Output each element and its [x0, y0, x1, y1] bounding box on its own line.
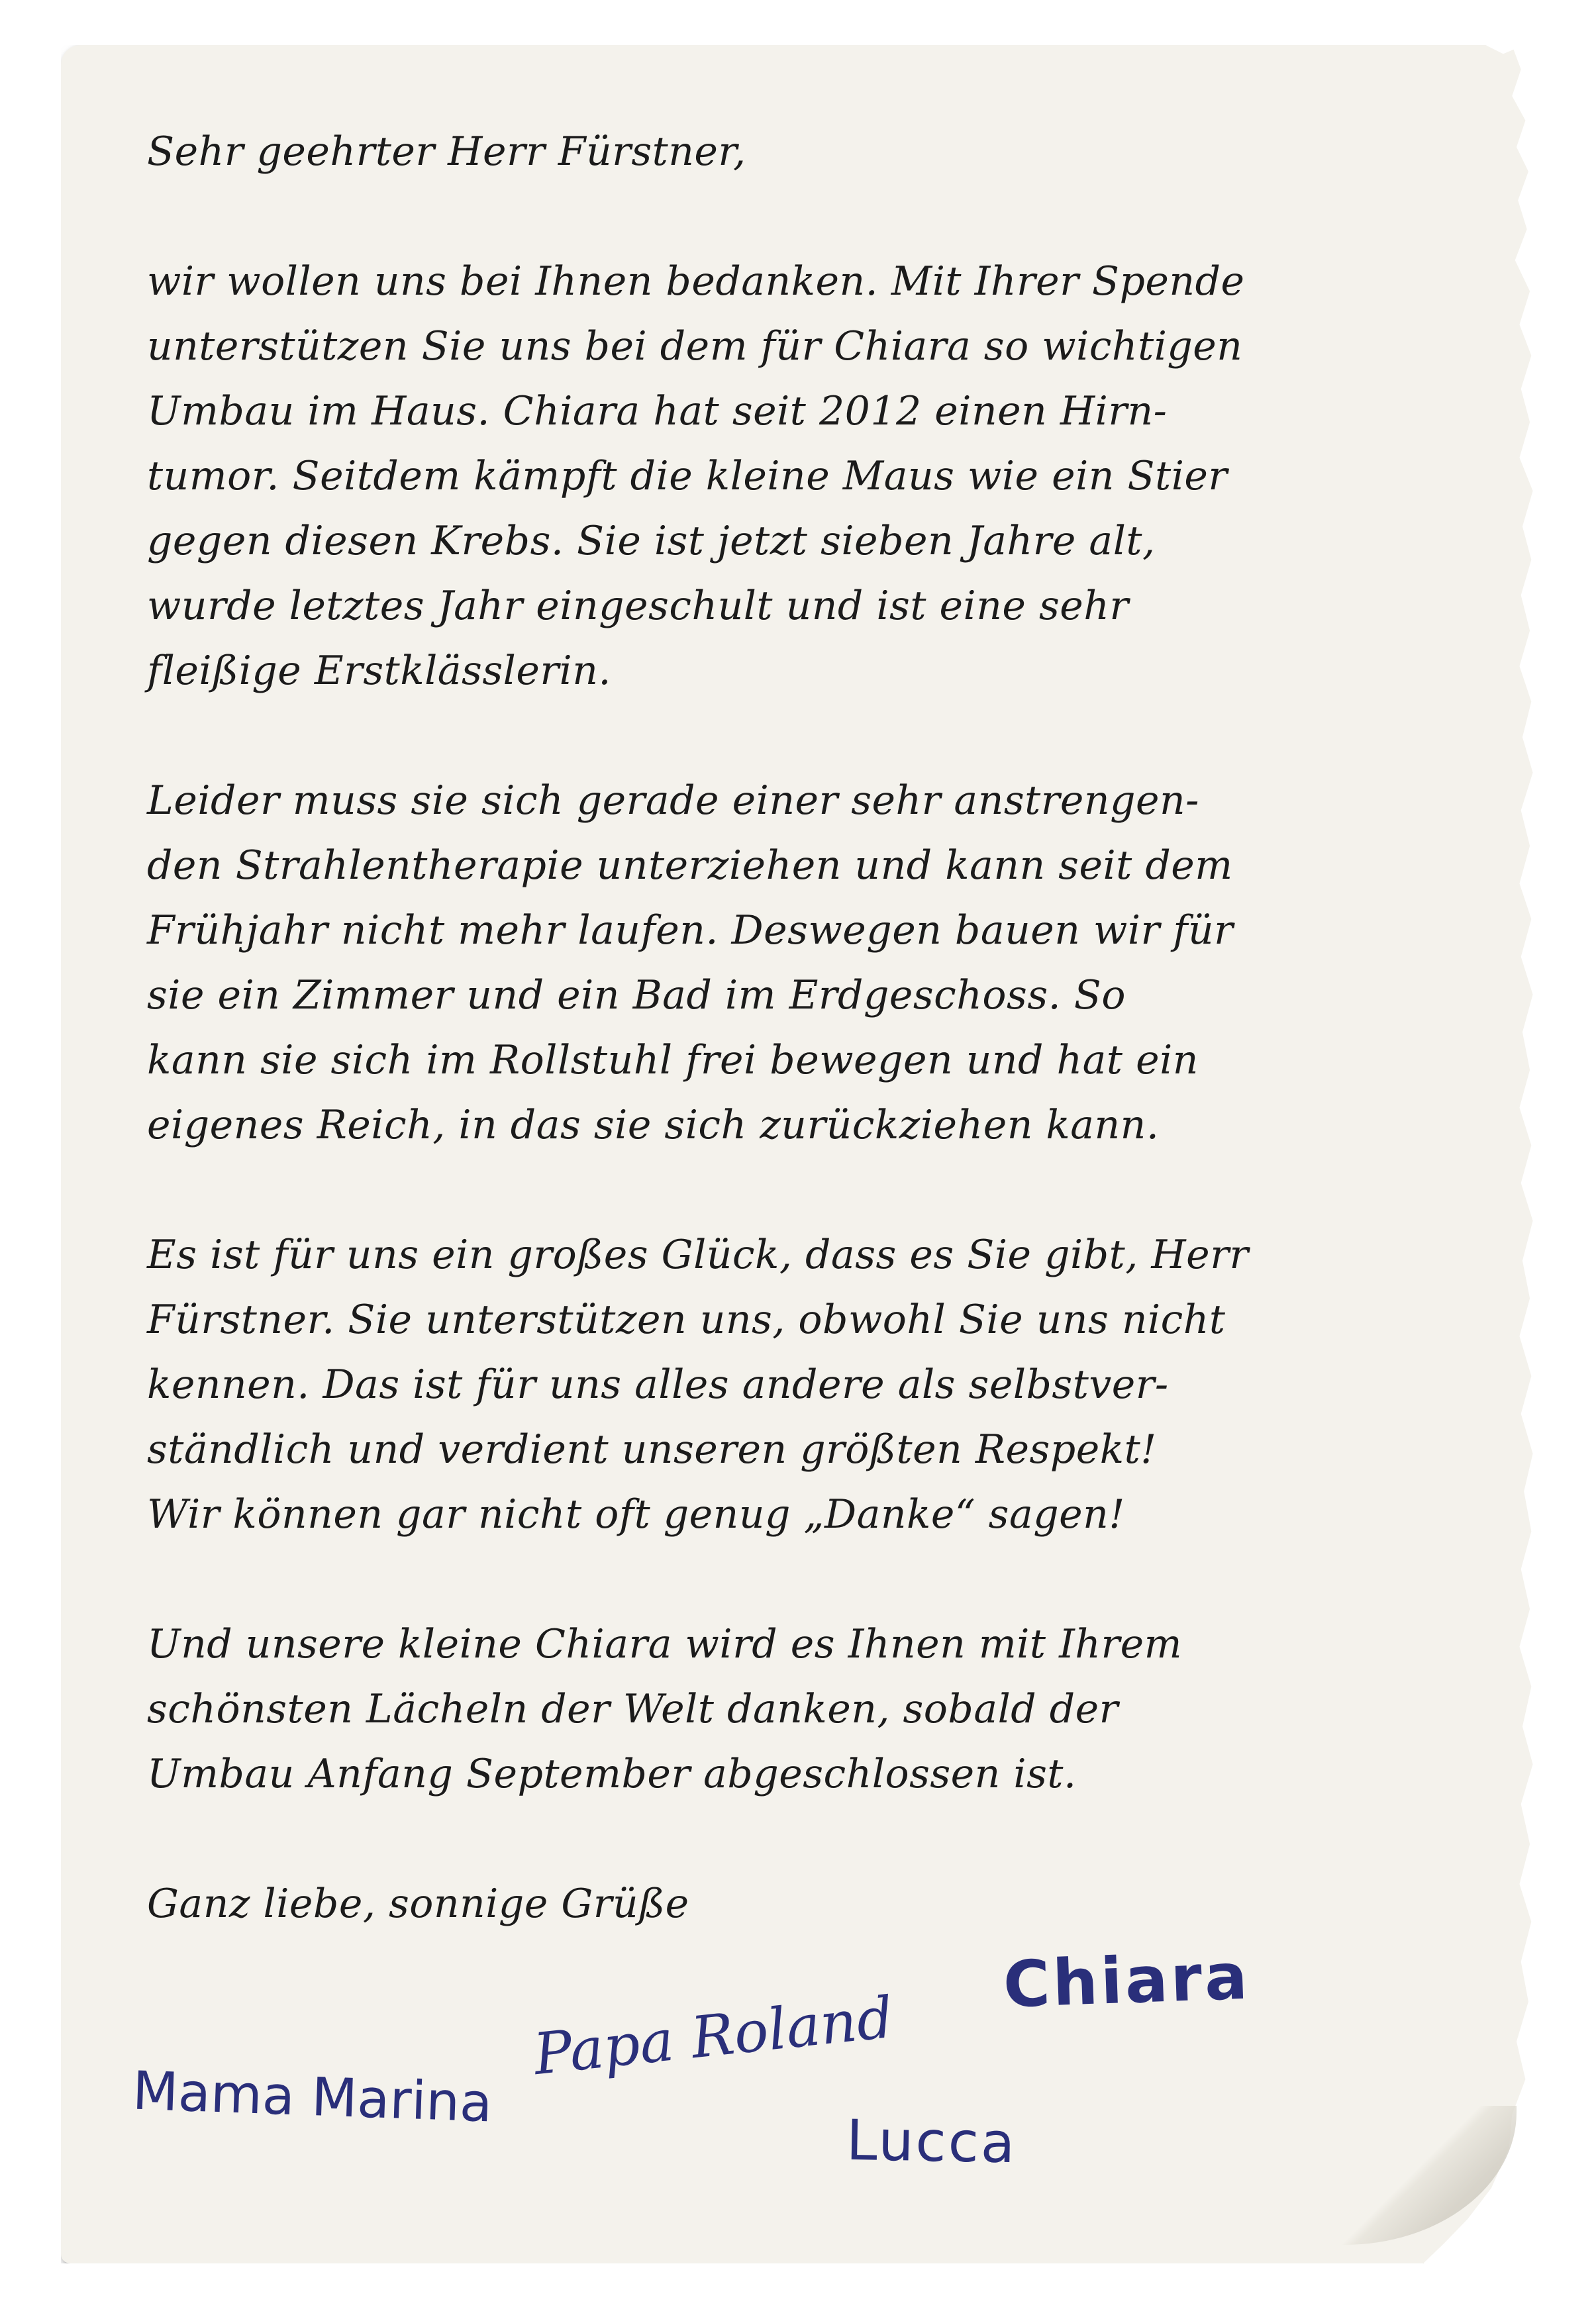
text-line: eigenes Reich, in das sie sich zurückziehen kann.: [147, 1102, 1160, 1148]
text-line: den Strahlentherapie unterziehen und kann seit dem: [147, 842, 1233, 889]
signature-lucca: Lucca: [846, 2107, 1018, 2176]
signature-papa-roland: Papa Roland: [530, 1984, 897, 2089]
paragraph-1: [147, 249, 1458, 703]
paragraph-4: [147, 1612, 1458, 1806]
text-line: ständlich und verdient unseren größten Respekt!: [147, 1426, 1157, 1473]
text-line: Fürstner. Sie unterstützen uns, obwohl Sie uns nicht: [147, 1297, 1226, 1343]
text-line: kennen. Das ist für uns alles andere als selbstver-: [147, 1361, 1169, 1408]
text-line: Umbau Anfang September abgeschlossen ist.: [147, 1751, 1077, 1797]
text-line: unterstützen Sie uns bei dem für Chiara so wichtigen: [147, 323, 1243, 370]
text-line: kann sie sich im Rollstuhl frei bewegen und hat ein: [147, 1037, 1199, 1083]
letter-body: [147, 119, 1458, 2001]
text-line: fleißige Erstklässlerin.: [147, 648, 611, 694]
text-line: sie ein Zimmer und ein Bad im Erdgeschoss. So: [147, 972, 1126, 1018]
salutation-line: Sehr geehrter Herr Fürstner,: [147, 128, 746, 175]
text-line: schönsten Lächeln der Welt danken, sobald der: [147, 1686, 1119, 1732]
closing: [147, 1871, 1458, 1936]
text-line: wir wollen uns bei Ihnen bedanken. Mit Ihrer Spende: [147, 258, 1245, 305]
paragraph-3: [147, 1222, 1458, 1547]
text-line: Es ist für uns ein großes Glück, dass es Sie gibt, Herr: [147, 1232, 1249, 1278]
text-line: Frühjahr nicht mehr laufen. Deswegen bauen wir für: [147, 907, 1234, 954]
text-line: Umbau im Haus. Chiara hat seit 2012 einen Hirn-: [147, 388, 1168, 434]
text-line: Und unsere kleine Chiara wird es Ihnen mit Ihrem: [147, 1621, 1183, 1667]
page-curl: [1318, 2106, 1517, 2245]
text-line: wurde letztes Jahr eingeschult und ist eine sehr: [147, 583, 1129, 629]
salutation: [147, 119, 1458, 184]
text-line: Leider muss sie sich gerade einer sehr anstrengen-: [147, 777, 1199, 824]
signature-mama-marina: Mama Marina: [131, 2059, 493, 2134]
closing-line: Ganz liebe, sonnige Grüße: [147, 1881, 689, 1927]
text-line: gegen diesen Krebs. Sie ist jetzt sieben Jahre alt,: [147, 518, 1156, 564]
signature-chiara: Chiara: [1002, 1939, 1252, 2022]
text-line: tumor. Seitdem kämpft die kleine Maus wie ein Stier: [147, 453, 1228, 499]
text-line: Wir können gar nicht oft genug „Danke“ sagen!: [147, 1491, 1125, 1538]
paragraph-2: [147, 768, 1458, 1158]
